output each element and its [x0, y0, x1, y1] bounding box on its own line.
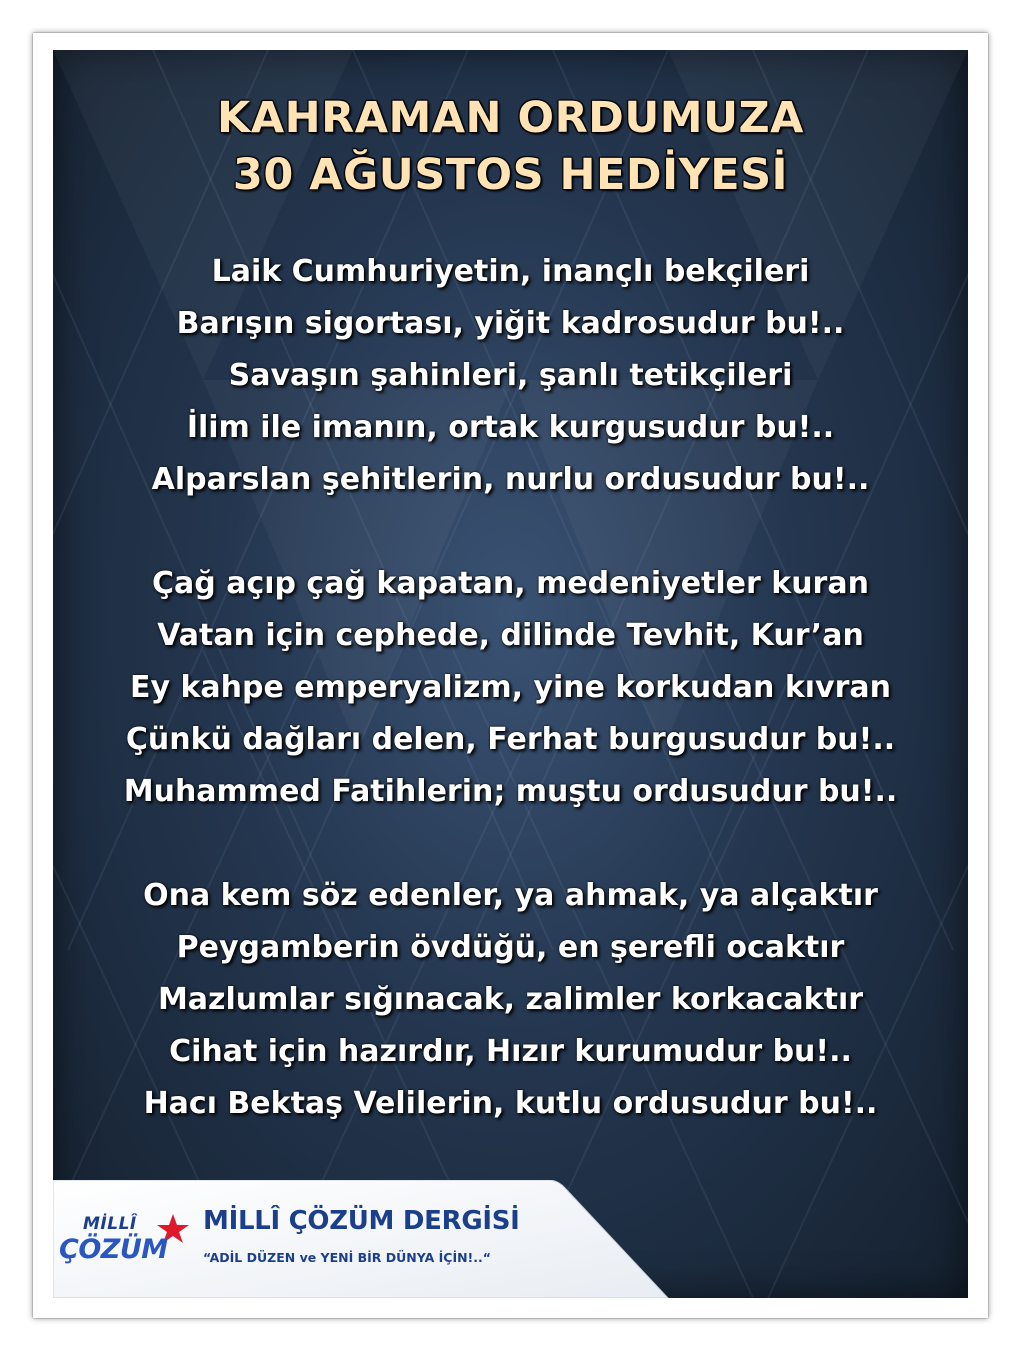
poem-line: Hacı Bektaş Velilerin, kutlu ordusudur bu!.. [143, 1086, 878, 1121]
poem-line: Peygamberin övdüğü, en şerefli ocaktır [176, 930, 845, 965]
poem-line: Vatan için cephede, dilinde Tevhit, Kur’an [157, 618, 864, 653]
poem-line: Barışın sigortası, yiğit kadrosudur bu!.. [176, 306, 845, 341]
poem-line: Alparslan şehitlerin, nurlu ordusudur bu!.. [151, 462, 870, 497]
poster-frame [33, 33, 988, 1318]
magazine-slogan: “ADİL DÜZEN ve YENİ BİR DÜNYA İÇİN!..“ [203, 1250, 491, 1265]
poem-body [53, 246, 968, 1182]
magazine-logo [55, 1186, 195, 1286]
logo-text-milli: MİLLÎ [83, 1214, 137, 1234]
poem-line: Ona kem söz edenler, ya ahmak, ya alçaktır [143, 878, 878, 913]
stanza-3 [53, 870, 968, 1130]
poem-line: Muhammed Fatihlerin; muştu ordusudur bu!.. [123, 774, 898, 809]
stanza-1 [53, 246, 968, 506]
poem-title [53, 90, 968, 204]
title-line-1: KAHRAMAN ORDUMUZA [217, 93, 804, 143]
poem-line: Ey kahpe emperyalizm, yine korkudan kıvran [129, 670, 891, 705]
poster-panel [53, 50, 968, 1298]
poem-line: İlim ile imanın, ortak kurgusudur bu!.. [186, 410, 835, 445]
title-line-2: 30 AĞUSTOS HEDİYESİ [232, 150, 789, 200]
logo-text-cozum: ÇÖZÜM [59, 1234, 168, 1265]
poem-line: Cihat için hazırdır, Hızır kurumudur bu!.. [169, 1034, 852, 1069]
poem-line: Mazlumlar sığınacak, zalimler korkacaktır [157, 982, 864, 1017]
poem-line: Çağ açıp çağ kapatan, medeniyetler kuran [152, 566, 869, 601]
stanza-2 [53, 558, 968, 818]
poem-line: Savaşın şahinleri, şanlı tetikçileri [228, 358, 793, 393]
poem-line: Çünkü dağları delen, Ferhat burgusudur bu!.. [125, 722, 896, 757]
magazine-name: MİLLÎ ÇÖZÜM DERGİSİ [203, 1206, 520, 1236]
poem-line: Laik Cumhuriyetin, inançlı bekçileri [211, 254, 810, 289]
footer-banner [53, 1180, 968, 1298]
